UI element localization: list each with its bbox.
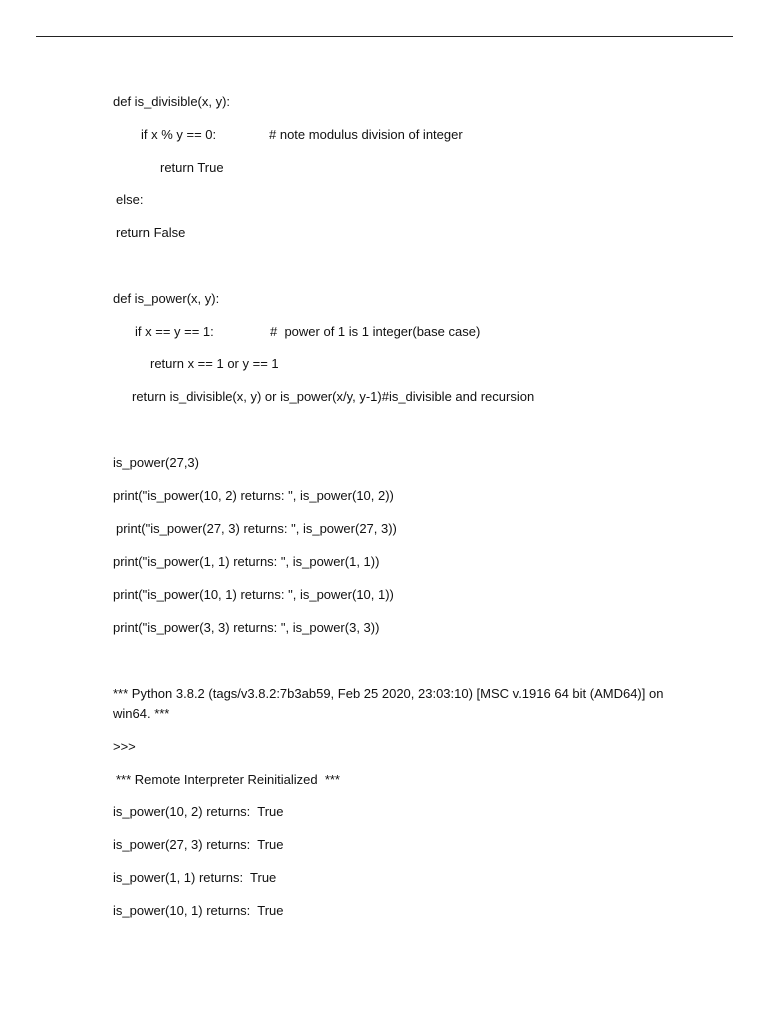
else-line: else:: [116, 192, 144, 207]
return-false-line: return False: [116, 225, 186, 240]
def-is-power-line: def is_power(x, y):: [113, 291, 220, 306]
return-true-line: return True: [160, 160, 224, 175]
print-line-2: print("is_power(27, 3) returns: ", is_power(27, 3)): [116, 521, 397, 536]
modulus-comment: # note modulus division of integer: [269, 127, 463, 142]
python-banner: *** Python 3.8.2 (tags/v3.8.2:7b3ab59, Feb 25 2020, 23:03:10) [MSC v.1916 64 bit (AMD64)] on win64. ***: [113, 686, 664, 721]
is-power-call-line: is_power(27,3): [113, 455, 199, 470]
print-line-4: print("is_power(10, 1) returns: ", is_power(10, 1)): [113, 587, 394, 602]
return-recursive-line: return is_divisible(x, y) or is_power(x/y, y-1)#is_divisible and recursion: [132, 389, 535, 404]
result-line-4: is_power(10, 1) returns: True: [113, 903, 284, 918]
result-line-2: is_power(27, 3) returns: True: [113, 837, 284, 852]
base-case-comment: # power of 1 is 1 integer(base case): [270, 324, 481, 339]
result-line-1: is_power(10, 2) returns: True: [113, 804, 284, 819]
reinitialized-message: *** Remote Interpreter Reinitialized ***: [116, 772, 340, 787]
interpreter-prompt: >>>: [113, 739, 136, 754]
header-rule: [36, 36, 733, 37]
return-base-line: return x == 1 or y == 1: [150, 356, 279, 371]
if-modulus-line: if x % y == 0:: [141, 127, 217, 142]
print-line-1: print("is_power(10, 2) returns: ", is_power(10, 2)): [113, 488, 394, 503]
print-line-3: print("is_power(1, 1) returns: ", is_power(1, 1)): [113, 554, 380, 569]
print-line-5: print("is_power(3, 3) returns: ", is_power(3, 3)): [113, 620, 380, 635]
def-is-divisible-line: def is_divisible(x, y):: [113, 94, 231, 109]
if-base-case-line: if x == y == 1:: [135, 324, 214, 339]
result-line-3: is_power(1, 1) returns: True: [113, 870, 277, 885]
